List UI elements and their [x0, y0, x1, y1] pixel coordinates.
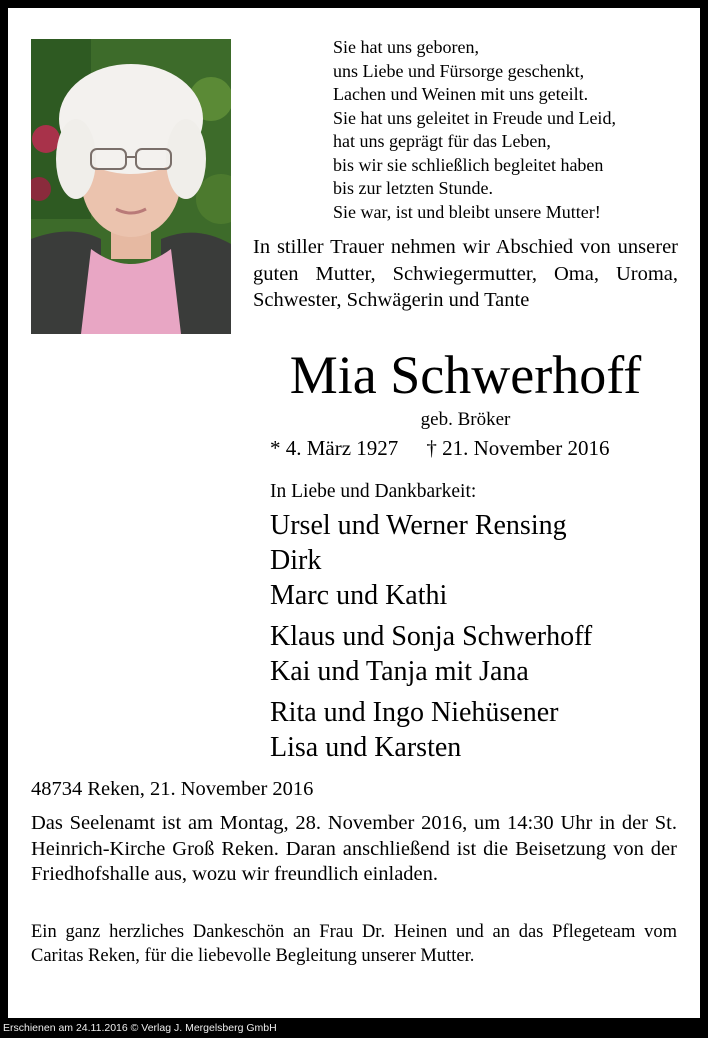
mourner-name: Marc und Kathi [270, 580, 448, 611]
farewell-intro: In stiller Trauer nehmen wir Abschied von unserer guten Mutter, Schwiegermutter, Oma, Uroma, Schwester, Schwägerin und Tante [253, 236, 678, 311]
death-date: † 21. November 2016 [426, 436, 610, 460]
poem-line: Sie hat uns geboren, [333, 37, 479, 57]
mourner-group [270, 619, 592, 689]
deceased-name: Mia Schwerhoff [289, 345, 642, 405]
poem-line: Sie hat uns geleitet in Freude und Leid, [333, 107, 616, 128]
mourner-name: Lisa und Karsten [270, 732, 462, 763]
mourner-name: Dirk [270, 545, 322, 576]
mourner-name: Klaus und Sonja Schwerhoff [270, 621, 593, 652]
birth-date: * 4. März 1927 [270, 436, 399, 460]
mourner-group [270, 695, 592, 765]
mourner-name: Rita und Ingo Niehüsener [270, 697, 559, 728]
place-date: 48734 Reken, 21. November 2016 [31, 778, 314, 800]
maiden-name: geb. Bröker [420, 409, 511, 430]
mourner-group [270, 508, 592, 613]
thank-you-note: Ein ganz herzliches Dankeschön an Frau Dr. Heinen und an das Pflegeteam vom Caritas Reken, für die liebevolle Begleitung unserer Mutter. [31, 922, 677, 966]
poem-line: bis zur letzten Stunde. [333, 178, 493, 198]
poem [333, 36, 616, 224]
poem-line: Lachen und Weinen mit uns geteilt. [333, 84, 589, 104]
poem-line: Sie war, ist und bleibt unsere Mutter! [333, 201, 601, 222]
service-announcement: Das Seelenamt ist am Montag, 28. November 2016, um 14:30 Uhr in der St. Heinrich-Kirche Groß Reken. Daran anschließend ist die Beisetzung von der Friedhofshalle aus, wozu wir freundlich einladen. [31, 812, 677, 885]
life-dates [270, 435, 609, 461]
mourner-name: Kai und Tanja mit Jana [270, 656, 529, 687]
publication-footer: Erschienen am 24.11.2016 © Verlag J. Mergelsberg GmbH [3, 1022, 277, 1034]
poem-line: bis wir sie schließlich begleitet haben [333, 154, 604, 175]
mourner-list [270, 508, 592, 771]
poem-line: hat uns geprägt für das Leben, [333, 131, 551, 151]
mourner-name: Ursel und Werner Rensing [270, 510, 567, 541]
obituary-card [8, 8, 700, 1018]
gratitude-line: In Liebe und Dankbarkeit: [270, 481, 477, 502]
portrait-photo [31, 39, 231, 334]
poem-line: uns Liebe und Fürsorge geschenkt, [333, 60, 585, 81]
